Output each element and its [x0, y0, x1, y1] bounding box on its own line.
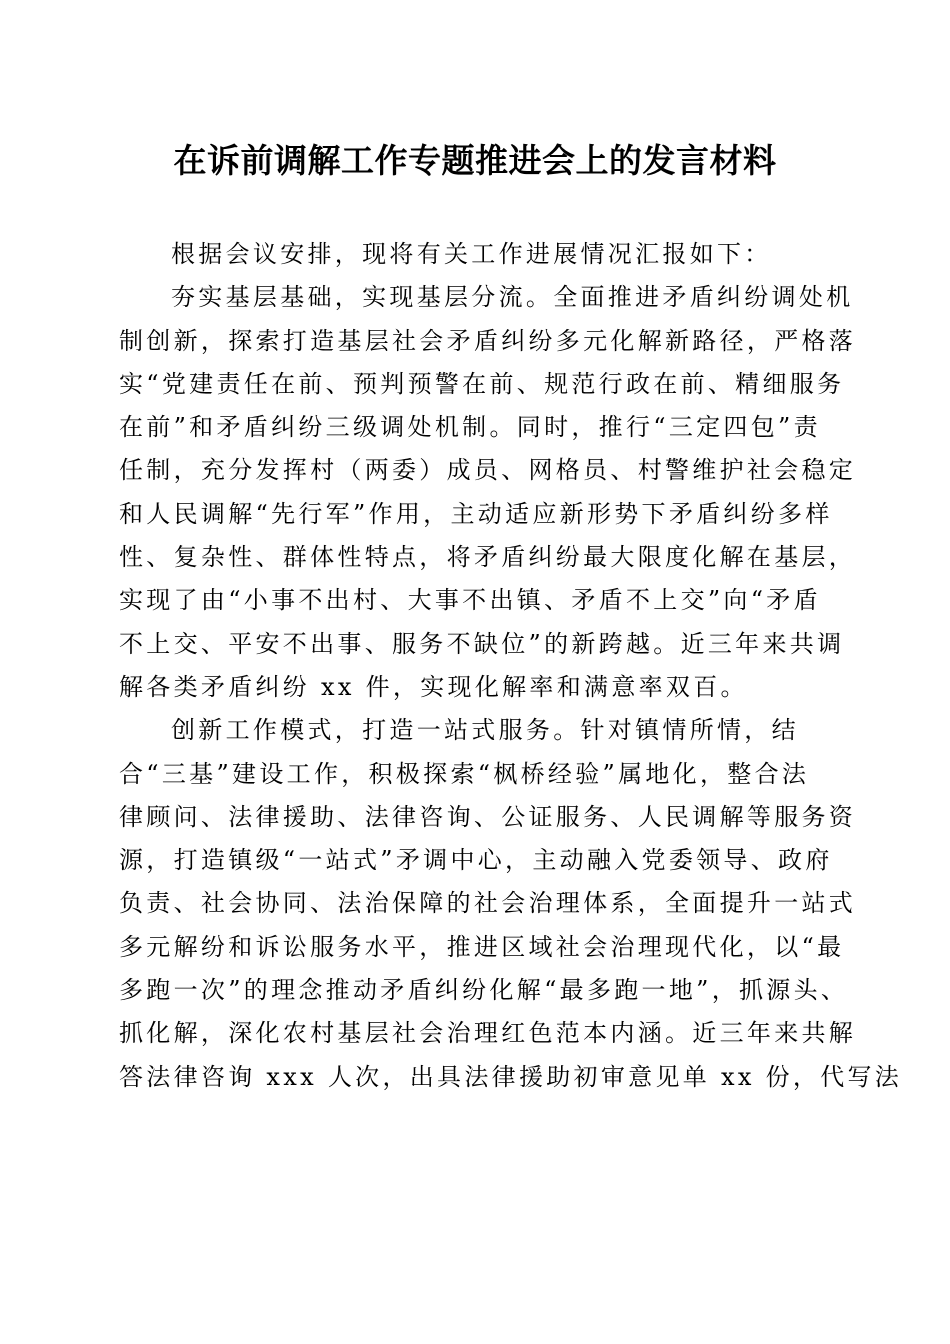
- text-line: 律顾问、法律援助、法律咨询、公证服务、人民调解等服务资: [119, 802, 857, 831]
- paragraph-grassroots: [119, 276, 857, 709]
- document-title: 在诉前调解工作专题推进会上的发言材料: [173, 141, 777, 180]
- text-line: 任制，充分发挥村（两委）成员、网格员、村警维护社会稳定: [119, 456, 857, 485]
- text-line: 解各类矛盾纠纷 xx 件，实现化解率和满意率双百。: [119, 672, 748, 701]
- text-line: 负责、社会协同、法治保障的社会治理体系，全面提升一站式: [119, 889, 857, 918]
- text-line: 在前”和矛盾纠纷三级调处机制。同时，推行“三定四包”责: [119, 413, 821, 442]
- text-line: 创新工作模式，打造一站式服务。针对镇情所情，结: [171, 716, 799, 745]
- paragraph-intro: [119, 233, 831, 276]
- text-line: 答法律咨询 xxx 人次，出具法律援助初审意见单 xx 份，代写法: [119, 1062, 903, 1091]
- text-line: 实现了由“小事不出村、大事不出镇、矛盾不上交”向“矛盾: [119, 586, 821, 615]
- text-line: 根据会议安排，现将有关工作进展情况汇报如下：: [171, 240, 772, 268]
- text-line: 合“三基”建设工作，积极探索“枫桥经验”属地化，整合法: [119, 759, 810, 788]
- text-line: 制创新，探索打造基层社会矛盾纠纷多元化解新路径，严格落: [119, 326, 857, 355]
- document-body: [119, 233, 903, 1099]
- text-line: 夯实基层基础，实现基层分流。全面推进矛盾纠纷调处机: [171, 283, 854, 312]
- text-line: 实“党建责任在前、预判预警在前、规范行政在前、精细服务: [119, 369, 845, 398]
- text-line: 多跑一次”的理念推动矛盾纠纷化解“最多跑一地”，抓源头、: [119, 976, 849, 1005]
- text-line: 抓化解，深化农村基层社会治理红色范本内涵。近三年来共解: [119, 1019, 857, 1048]
- text-line: 不上交、平安不出事、服务不缺位”的新跨越。近三年来共调: [119, 629, 845, 658]
- text-line: 源，打造镇级“一站式”矛调中心，主动融入党委领导、政府: [119, 846, 833, 875]
- text-line: 性、复杂性、群体性特点，将矛盾纠纷最大限度化解在基层，: [119, 543, 857, 572]
- text-line: 多元解纷和诉讼服务水平，推进区域社会治理现代化，以“最: [119, 932, 845, 961]
- text-line: 和人民调解“先行军”作用，主动适应新形势下矛盾纠纷多样: [119, 499, 833, 528]
- paragraph-one-stop-service: [119, 709, 903, 1099]
